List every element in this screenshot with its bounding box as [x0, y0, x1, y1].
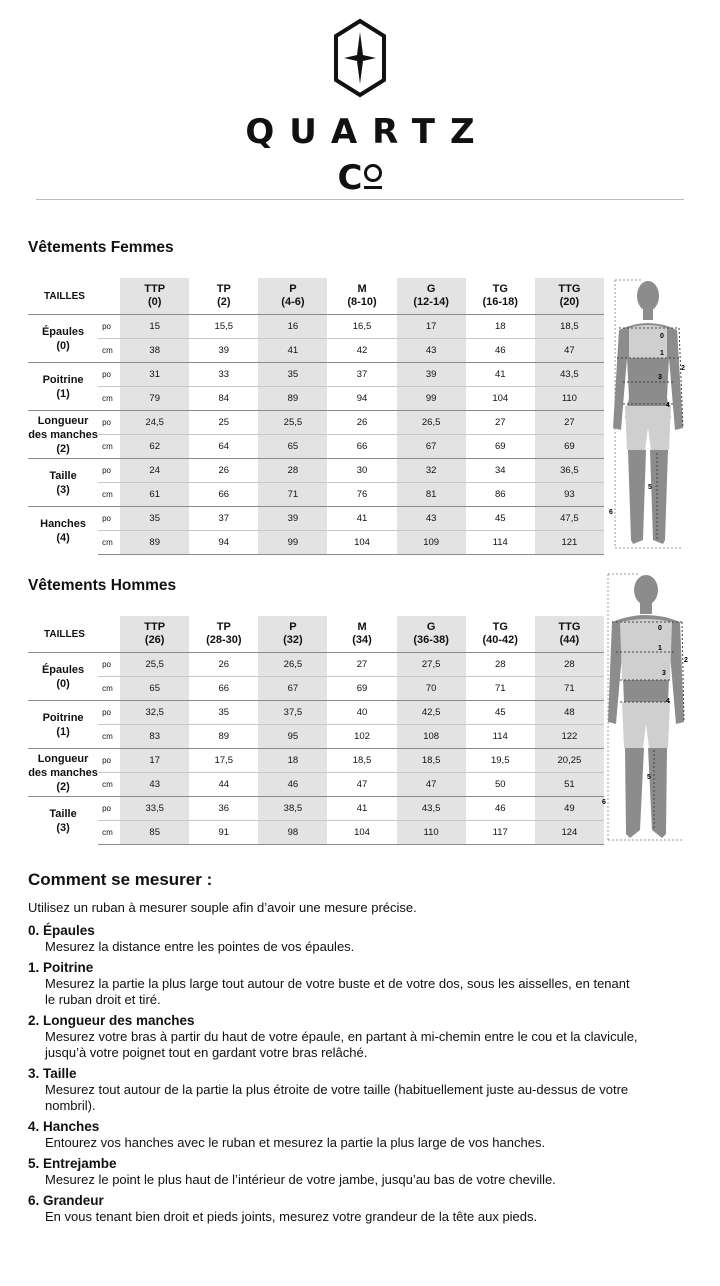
- size-value: 110: [535, 387, 604, 411]
- table-row: [28, 411, 604, 435]
- size-value: 42,5: [397, 701, 466, 725]
- measure-number: (0): [56, 339, 70, 352]
- measure-label: [28, 507, 98, 555]
- unit-label: po: [98, 749, 120, 773]
- unit-label: cm: [98, 531, 120, 555]
- fig-num-1: 1: [658, 645, 662, 652]
- table-row: [28, 821, 604, 845]
- fig-num-3: 3: [662, 670, 666, 677]
- header-divider: [36, 199, 684, 200]
- size-value: 43,5: [397, 797, 466, 821]
- size-value: 65: [120, 677, 189, 701]
- women-measure-figure: [603, 278, 693, 550]
- men-measure-figure: [600, 572, 692, 844]
- size-value: 48: [535, 701, 604, 725]
- size-value: 43: [397, 507, 466, 531]
- women-size-table: [28, 278, 604, 555]
- howto-item-title: 2. Longueur des manches: [28, 1013, 195, 1028]
- size-code: TP: [216, 621, 231, 633]
- measure-number: (3): [56, 483, 70, 496]
- size-value: 117: [466, 821, 535, 845]
- size-value: 43: [397, 339, 466, 363]
- fig-num-5: 5: [648, 484, 652, 491]
- size-code: TTG: [558, 283, 581, 295]
- size-code: TTG: [558, 621, 581, 633]
- size-value: 28: [258, 459, 327, 483]
- tailles-header: TAILLES: [44, 290, 85, 302]
- size-value: 18: [258, 749, 327, 773]
- size-value: 42: [327, 339, 396, 363]
- size-value: 124: [535, 821, 604, 845]
- size-code: M: [357, 283, 367, 295]
- size-value: 20,25: [535, 749, 604, 773]
- size-header: [327, 278, 396, 315]
- howto-item-text: jusqu’à votre poignet tout en gardant votre bras relâché.: [45, 1045, 368, 1060]
- size-range: (28-30): [206, 634, 242, 646]
- size-value: 26: [189, 653, 258, 677]
- size-value: 66: [189, 677, 258, 701]
- size-value: 104: [327, 821, 396, 845]
- size-value: 66: [327, 435, 396, 459]
- howto-item-title: 0. Épaules: [28, 923, 95, 938]
- measure-label: [28, 701, 98, 749]
- size-value: 46: [466, 339, 535, 363]
- measure-number: (4): [56, 531, 70, 544]
- unit-label: cm: [98, 725, 120, 749]
- size-code: TTP: [144, 621, 166, 633]
- unit-label: po: [98, 411, 120, 435]
- measure-name: Longueur des manches: [28, 414, 98, 441]
- size-value: 27: [327, 653, 396, 677]
- size-value: 114: [466, 531, 535, 555]
- size-range: (36-38): [413, 634, 449, 646]
- size-value: 37: [327, 363, 396, 387]
- fig-num-5: 5: [647, 774, 651, 781]
- howto-item: [28, 1156, 688, 1188]
- size-value: 36: [189, 797, 258, 821]
- size-value: 27,5: [397, 653, 466, 677]
- size-code: G: [426, 621, 436, 633]
- size-value: 28: [535, 653, 604, 677]
- size-value: 26,5: [258, 653, 327, 677]
- size-value: 61: [120, 483, 189, 507]
- brand-co-ordinal: [364, 164, 382, 189]
- measure-label: [28, 653, 98, 701]
- table-row: [28, 435, 604, 459]
- size-value: 99: [258, 531, 327, 555]
- measure-name: Poitrine: [42, 711, 84, 724]
- size-value: 39: [189, 339, 258, 363]
- men-title: Vêtements Hommes: [28, 577, 177, 594]
- size-header: [397, 616, 466, 653]
- howto-item-title: 4. Hanches: [28, 1119, 100, 1134]
- table-row: [28, 387, 604, 411]
- table-row: [28, 701, 604, 725]
- size-value: 64: [189, 435, 258, 459]
- measure-label: [28, 315, 98, 363]
- table-row: [28, 315, 604, 339]
- size-range: (26): [144, 634, 165, 646]
- size-value: 65: [258, 435, 327, 459]
- size-value: 26: [327, 411, 396, 435]
- size-value: 18,5: [327, 749, 396, 773]
- size-value: 79: [120, 387, 189, 411]
- size-value: 98: [258, 821, 327, 845]
- size-value: 67: [397, 435, 466, 459]
- howto-intro: Utilisez un ruban à mesurer souple afin d’avoir une mesure précise.: [28, 900, 417, 915]
- measure-number: (1): [56, 387, 70, 400]
- howto-item: [28, 923, 688, 955]
- size-value: 27: [535, 411, 604, 435]
- size-header: [258, 616, 327, 653]
- size-value: 43,5: [535, 363, 604, 387]
- size-value: 25,5: [258, 411, 327, 435]
- size-range: (44): [559, 634, 580, 646]
- measure-label: [28, 459, 98, 507]
- fig-num-6: 6: [602, 799, 606, 806]
- unit-label: cm: [98, 821, 120, 845]
- table-row: [28, 363, 604, 387]
- size-value: 104: [466, 387, 535, 411]
- fig-num-4: 4: [666, 402, 670, 409]
- size-code: TTP: [144, 283, 166, 295]
- size-value: 110: [397, 821, 466, 845]
- measure-label: [28, 411, 98, 459]
- size-value: 17,5: [189, 749, 258, 773]
- size-value: 94: [189, 531, 258, 555]
- unit-label: cm: [98, 435, 120, 459]
- size-value: 62: [120, 435, 189, 459]
- size-value: 18,5: [397, 749, 466, 773]
- size-value: 51: [535, 773, 604, 797]
- size-value: 69: [466, 435, 535, 459]
- howto-item-text: Mesurez le point le plus haut de l’intérieur de votre jambe, jusqu’au bas de votre cheville.: [45, 1172, 556, 1187]
- size-value: 49: [535, 797, 604, 821]
- brand-name: QUARTZ: [245, 112, 490, 152]
- size-range: (12-14): [413, 296, 449, 308]
- fig-num-1: 1: [660, 350, 664, 357]
- measure-number: (2): [56, 442, 70, 455]
- size-value: 89: [189, 725, 258, 749]
- size-value: 67: [258, 677, 327, 701]
- howto-item-text: le ruban droit et tiré.: [45, 992, 161, 1007]
- size-value: 41: [466, 363, 535, 387]
- size-value: 69: [327, 677, 396, 701]
- unit-label: po: [98, 507, 120, 531]
- size-header: [120, 278, 189, 315]
- howto-item-text: nombril).: [45, 1098, 96, 1113]
- size-value: 30: [327, 459, 396, 483]
- howto-item: [28, 1193, 688, 1225]
- brand-co-letter: C: [337, 158, 363, 198]
- size-value: 37,5: [258, 701, 327, 725]
- size-value: 102: [327, 725, 396, 749]
- size-value: 35: [258, 363, 327, 387]
- size-value: 35: [120, 507, 189, 531]
- size-value: 17: [397, 315, 466, 339]
- size-value: 122: [535, 725, 604, 749]
- women-title: Vêtements Femmes: [28, 239, 174, 256]
- howto-item: [28, 960, 688, 1008]
- fig-num-4: 4: [666, 698, 670, 705]
- measure-label: [28, 749, 98, 797]
- fig-num-6: 6: [609, 509, 613, 516]
- size-value: 43: [120, 773, 189, 797]
- howto-item-title: 5. Entrejambe: [28, 1156, 117, 1171]
- size-value: 18: [466, 315, 535, 339]
- size-value: 41: [327, 797, 396, 821]
- size-value: 47: [535, 339, 604, 363]
- tailles-header: TAILLES: [44, 628, 85, 640]
- brand-logo: [0, 18, 720, 198]
- size-value: 35: [189, 701, 258, 725]
- table-row: [28, 773, 604, 797]
- unit-label: cm: [98, 773, 120, 797]
- fig-num-0: 0: [658, 625, 662, 632]
- size-value: 17: [120, 749, 189, 773]
- measure-label: [28, 797, 98, 845]
- size-header: [189, 616, 258, 653]
- size-value: 76: [327, 483, 396, 507]
- size-value: 86: [466, 483, 535, 507]
- size-value: 114: [466, 725, 535, 749]
- size-header: [535, 278, 604, 315]
- size-value: 81: [397, 483, 466, 507]
- measure-name: Épaules: [41, 325, 85, 338]
- size-range: (34): [352, 634, 372, 646]
- size-value: 44: [189, 773, 258, 797]
- howto-item-text: Entourez vos hanches avec le ruban et mesurez la partie la plus large de vos hanches.: [45, 1135, 546, 1150]
- size-value: 109: [397, 531, 466, 555]
- size-header: [466, 278, 535, 315]
- size-code: TG: [492, 621, 508, 633]
- measure-number: (3): [56, 821, 70, 834]
- size-value: 26: [189, 459, 258, 483]
- size-header: [327, 616, 396, 653]
- size-value: 47,5: [535, 507, 604, 531]
- size-value: 38: [120, 339, 189, 363]
- size-code: G: [426, 283, 436, 295]
- size-value: 71: [258, 483, 327, 507]
- size-value: 66: [189, 483, 258, 507]
- brand-co: [338, 158, 383, 198]
- size-value: 15,5: [189, 315, 258, 339]
- size-value: 50: [466, 773, 535, 797]
- size-value: 46: [258, 773, 327, 797]
- size-value: 89: [258, 387, 327, 411]
- size-value: 108: [397, 725, 466, 749]
- size-value: 93: [535, 483, 604, 507]
- size-value: 36,5: [535, 459, 604, 483]
- size-value: 71: [466, 677, 535, 701]
- size-value: 38,5: [258, 797, 327, 821]
- unit-label: po: [98, 363, 120, 387]
- size-value: 33: [189, 363, 258, 387]
- size-value: 39: [397, 363, 466, 387]
- table-row: [28, 531, 604, 555]
- size-value: 45: [466, 507, 535, 531]
- size-value: 84: [189, 387, 258, 411]
- size-value: 46: [466, 797, 535, 821]
- size-value: 83: [120, 725, 189, 749]
- size-value: 104: [327, 531, 396, 555]
- size-code: TP: [216, 283, 231, 295]
- table-row: [28, 339, 604, 363]
- size-value: 37: [189, 507, 258, 531]
- size-value: 15: [120, 315, 189, 339]
- size-header: [535, 616, 604, 653]
- size-value: 27: [466, 411, 535, 435]
- size-range: (0): [147, 296, 162, 308]
- measure-name: Taille: [49, 469, 77, 482]
- size-value: 34: [466, 459, 535, 483]
- size-value: 45: [466, 701, 535, 725]
- size-value: 33,5: [120, 797, 189, 821]
- size-value: 31: [120, 363, 189, 387]
- size-value: 41: [327, 507, 396, 531]
- table-row: [28, 459, 604, 483]
- howto-item-text: Mesurez la distance entre les pointes de vos épaules.: [45, 939, 355, 954]
- table-row: [28, 483, 604, 507]
- size-value: 25: [189, 411, 258, 435]
- size-value: 32: [397, 459, 466, 483]
- size-header: [189, 278, 258, 315]
- size-value: 25,5: [120, 653, 189, 677]
- size-range: (20): [559, 296, 580, 308]
- measure-number: (2): [56, 780, 70, 793]
- howto-item-title: 3. Taille: [28, 1066, 77, 1081]
- measure-number: (0): [56, 677, 70, 690]
- size-value: 94: [327, 387, 396, 411]
- measure-name: Poitrine: [42, 373, 84, 386]
- unit-label: cm: [98, 339, 120, 363]
- size-value: 91: [189, 821, 258, 845]
- howto-item-title: 1. Poitrine: [28, 960, 94, 975]
- size-value: 85: [120, 821, 189, 845]
- size-header: [397, 278, 466, 315]
- howto-item: [28, 1066, 688, 1114]
- size-value: 16: [258, 315, 327, 339]
- fig-num-2: 2: [681, 365, 685, 372]
- table-row: [28, 507, 604, 531]
- table-row: [28, 749, 604, 773]
- size-range: (2): [217, 296, 231, 308]
- how-to-measure: [28, 870, 688, 1230]
- size-value: 69: [535, 435, 604, 459]
- diamond-star-icon: [332, 18, 388, 98]
- size-code: P: [289, 621, 297, 633]
- size-range: (40-42): [482, 634, 518, 646]
- table-row: [28, 677, 604, 701]
- size-value: 24: [120, 459, 189, 483]
- size-value: 121: [535, 531, 604, 555]
- fig-num-3: 3: [658, 374, 662, 381]
- size-value: 47: [327, 773, 396, 797]
- size-value: 99: [397, 387, 466, 411]
- howto-item-text: Mesurez tout autour de la partie la plus étroite de votre taille (habituellement juste au-dessus de votre: [45, 1082, 629, 1097]
- size-range: (8-10): [347, 296, 377, 308]
- size-value: 32,5: [120, 701, 189, 725]
- table-row: [28, 797, 604, 821]
- size-header: [120, 616, 189, 653]
- size-value: 19,5: [466, 749, 535, 773]
- size-header: [258, 278, 327, 315]
- unit-label: po: [98, 797, 120, 821]
- unit-label: po: [98, 653, 120, 677]
- size-range: (32): [283, 634, 303, 646]
- size-value: 16,5: [327, 315, 396, 339]
- howto-item-title: 6. Grandeur: [28, 1193, 104, 1208]
- size-value: 89: [120, 531, 189, 555]
- size-value: 47: [397, 773, 466, 797]
- size-range: (4-6): [281, 296, 305, 308]
- size-value: 71: [535, 677, 604, 701]
- howto-item-text: Mesurez votre bras à partir du haut de votre épaule, en partant à mi-chemin entre le cou et la clavicule,: [45, 1029, 638, 1044]
- howto-item-text: Mesurez la partie la plus large tout autour de votre buste et de votre dos, sous les aisselles, en tenant: [45, 976, 630, 991]
- measure-name: Longueur des manches: [28, 752, 98, 779]
- size-value: 95: [258, 725, 327, 749]
- size-header: [466, 616, 535, 653]
- unit-label: po: [98, 459, 120, 483]
- howto-item: [28, 1013, 688, 1061]
- size-range: (16-18): [482, 296, 518, 308]
- measure-name: Épaules: [41, 663, 85, 676]
- size-value: 26,5: [397, 411, 466, 435]
- size-value: 24,5: [120, 411, 189, 435]
- measure-label: [28, 363, 98, 411]
- howto-item: [28, 1119, 688, 1151]
- size-code: P: [289, 283, 297, 295]
- unit-label: cm: [98, 483, 120, 507]
- unit-label: po: [98, 701, 120, 725]
- size-value: 70: [397, 677, 466, 701]
- howto-item-text: En vous tenant bien droit et pieds joints, mesurez votre grandeur de la tête aux pieds.: [45, 1209, 538, 1224]
- table-row: [28, 725, 604, 749]
- table-row: [28, 653, 604, 677]
- measure-number: (1): [56, 725, 70, 738]
- men-size-table: [28, 616, 604, 845]
- unit-label: cm: [98, 387, 120, 411]
- howto-title: Comment se mesurer :: [28, 870, 213, 889]
- size-value: 28: [466, 653, 535, 677]
- fig-num-0: 0: [660, 333, 664, 340]
- size-value: 18,5: [535, 315, 604, 339]
- fig-num-2: 2: [684, 657, 688, 664]
- size-code: TG: [492, 283, 508, 295]
- measure-name: Hanches: [40, 517, 86, 530]
- unit-label: cm: [98, 677, 120, 701]
- size-value: 40: [327, 701, 396, 725]
- unit-label: po: [98, 315, 120, 339]
- measure-name: Taille: [49, 807, 77, 820]
- size-value: 39: [258, 507, 327, 531]
- size-value: 41: [258, 339, 327, 363]
- size-code: M: [357, 621, 367, 633]
